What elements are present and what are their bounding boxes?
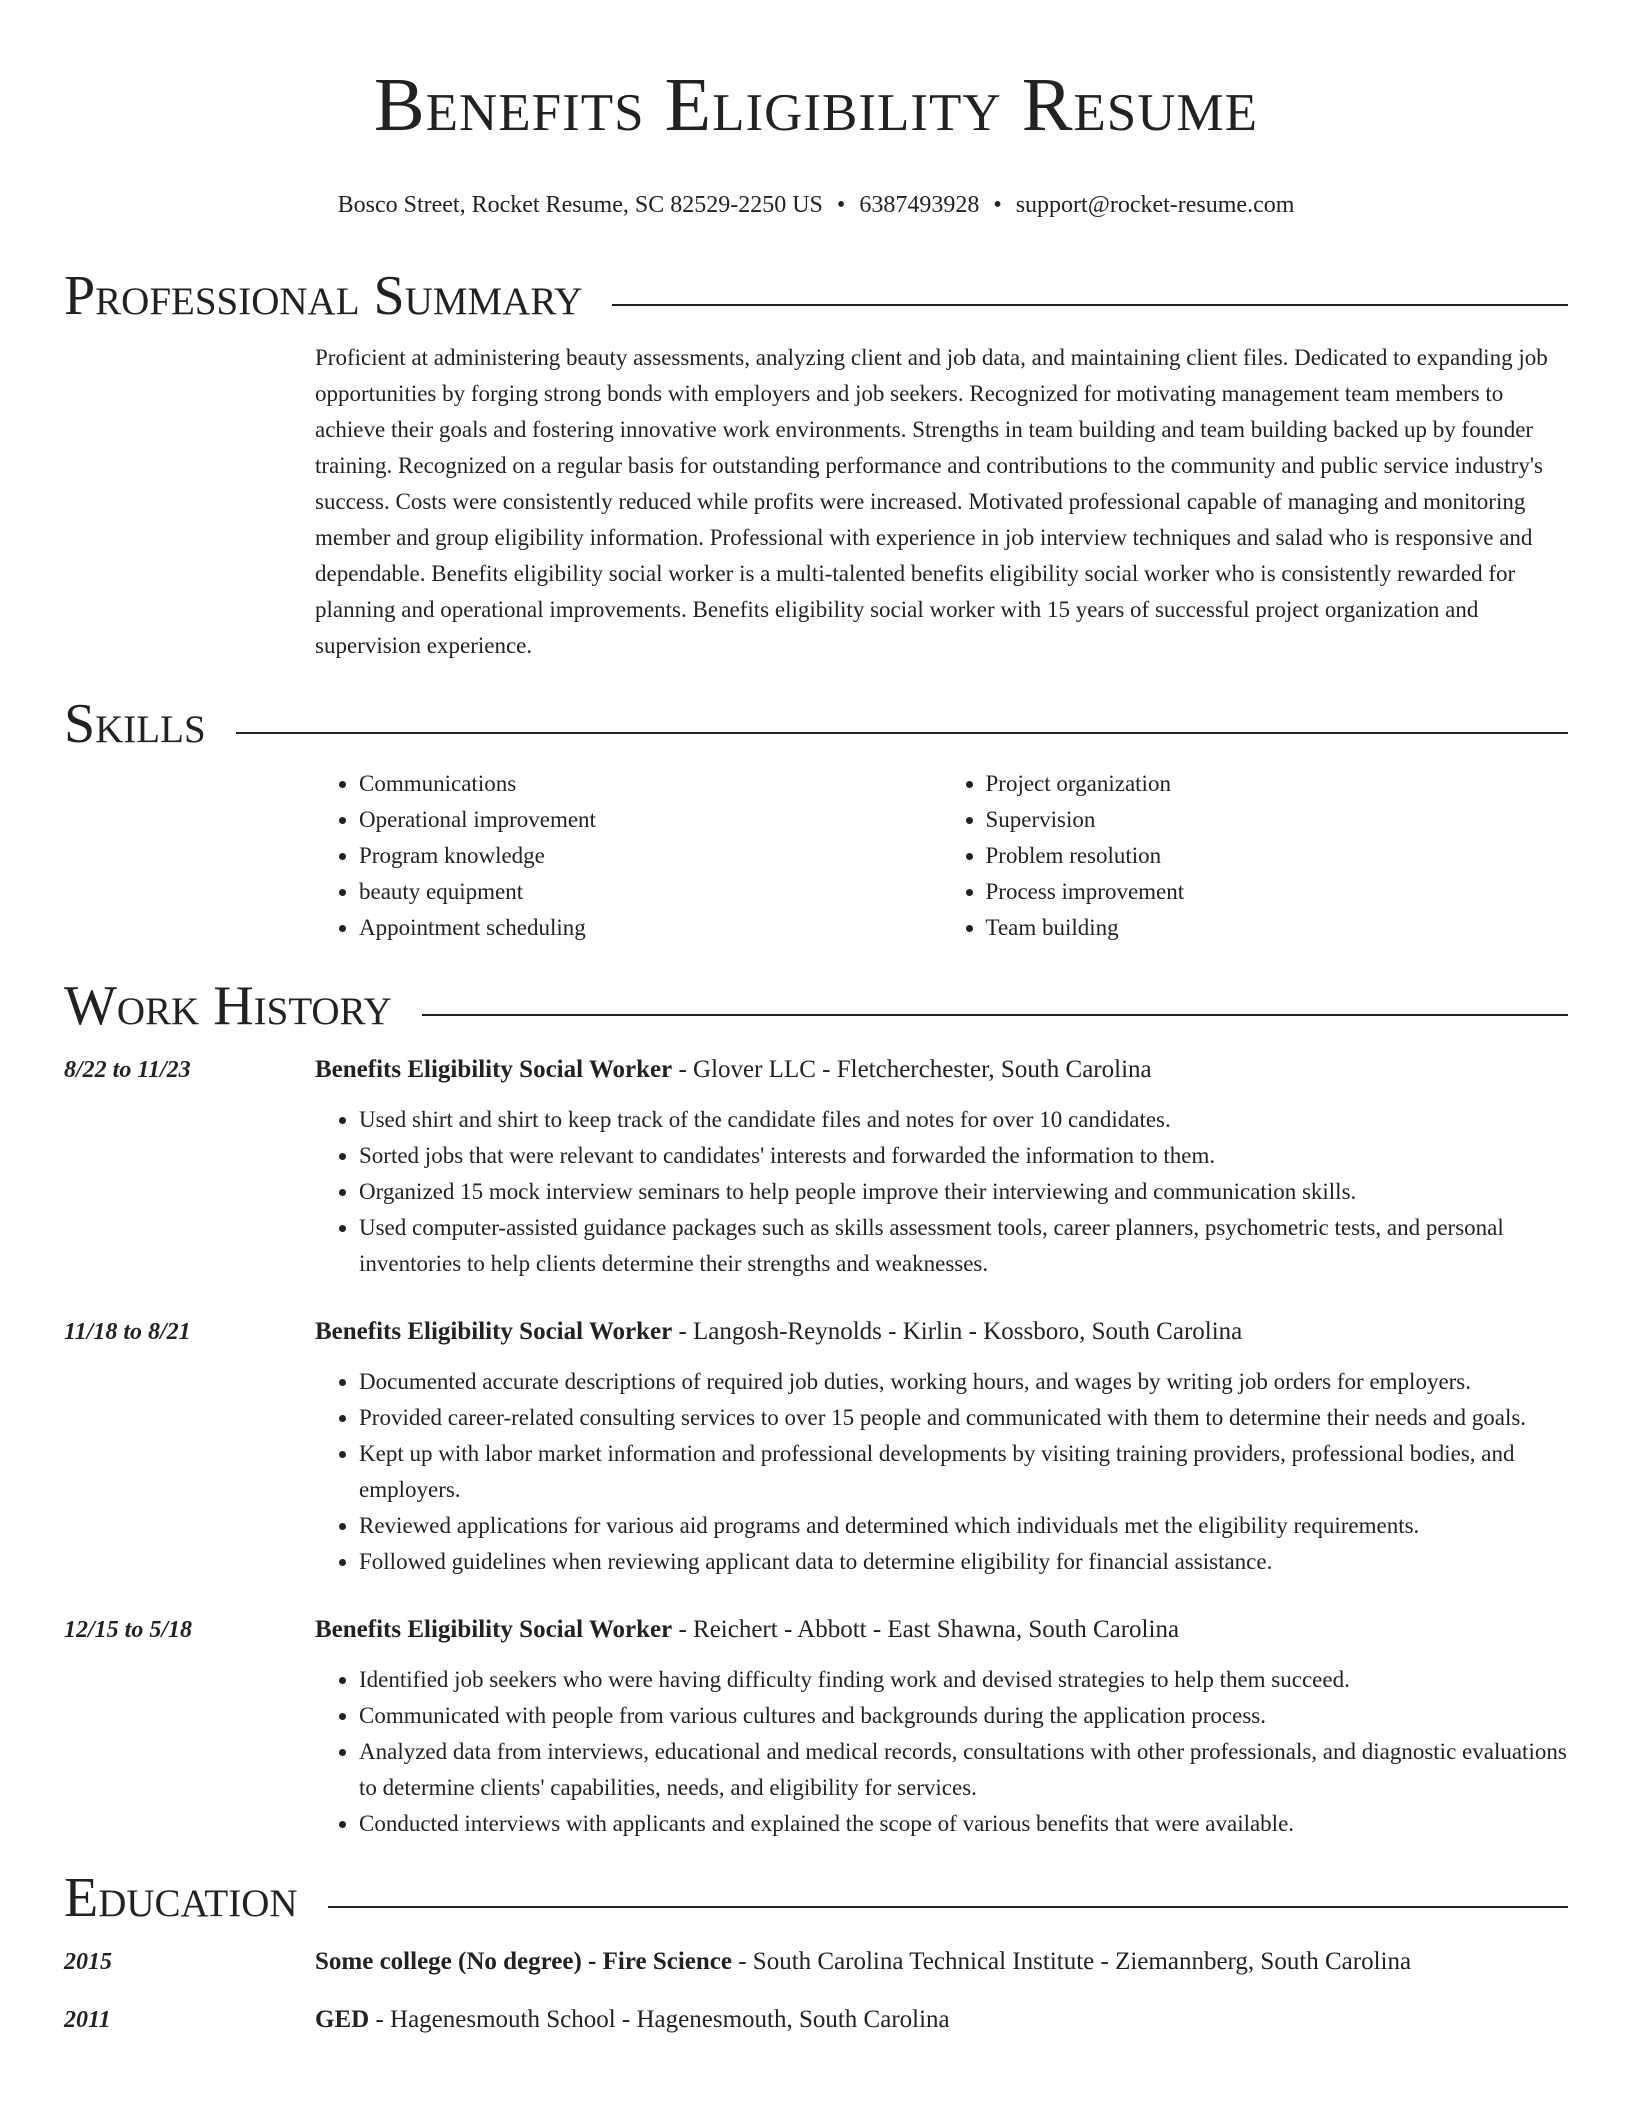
- job-bullet: • Followed guidelines when reviewing applicant data to determine eligibility for financial assistance.: [359, 1544, 1568, 1580]
- education-details: - South Carolina Technical Institute - Ziemannberg, South Carolina: [731, 1948, 1412, 1975]
- job-bullet: • Analyzed data from interviews, educational and medical records, consultations with other professionals, and diagnostic evaluations to determine clients' capabilities, needs, and eligibility for services.: [359, 1734, 1568, 1806]
- education-line: [315, 2002, 1568, 2038]
- job-bullet: • Identified job seekers who were having difficulty finding work and devised strategies to help them succeed.: [359, 1662, 1568, 1698]
- contact-separator: •: [836, 192, 846, 218]
- job-bullet: • Organized 15 mock interview seminars to help people improve their interviewing and communication skills.: [359, 1174, 1568, 1210]
- summary-content: [315, 340, 1568, 664]
- contact-phone: 6387493928: [859, 192, 980, 218]
- education-year: 2015: [64, 1949, 112, 1975]
- job-bullets: [315, 1662, 1568, 1842]
- summary-title: Professional Summary: [64, 264, 612, 328]
- education-entry: [0, 1944, 1632, 1980]
- education-year: 2011: [64, 2007, 111, 2033]
- skill-item: • beauty equipment: [359, 874, 942, 910]
- skills-title: Skills: [64, 692, 236, 756]
- job-bullet: • Used shirt and shirt to keep track of the candidate files and notes for over 10 candidates.: [359, 1102, 1568, 1138]
- job-bullet: • Communicated with people from various cultures and backgrounds during the application process.: [359, 1698, 1568, 1734]
- job-dates: 8/22 to 11/23: [64, 1057, 191, 1083]
- skills-list: [315, 766, 1568, 946]
- job-title-line: [315, 1314, 1568, 1350]
- skill-item: • Appointment scheduling: [359, 910, 942, 946]
- education-section-header: [64, 1866, 1568, 1930]
- job-details: - Glover LLC - Fletcherchester, South Carolina: [672, 1056, 1152, 1083]
- skill-item: • Operational improvement: [359, 802, 942, 838]
- job-role: Benefits Eligibility Social Worker: [315, 1616, 673, 1643]
- skill-item: • Communications: [359, 766, 942, 802]
- skill-item: • Project organization: [986, 766, 1569, 802]
- skill-item: • Supervision: [986, 802, 1569, 838]
- education-details: - Hagenesmouth School - Hagenesmouth, South Carolina: [369, 2006, 950, 2033]
- job-bullet: • Used computer-assisted guidance packages such as skills assessment tools, career planners, psychometric tests, and personal inventories to help clients determine their strengths and weaknesses.: [359, 1210, 1568, 1282]
- education-title: Education: [64, 1866, 328, 1930]
- education-degree: Some college (No degree) - Fire Science: [315, 1948, 732, 1975]
- job-title-line: [315, 1612, 1568, 1648]
- job-entry: [0, 1052, 1632, 1282]
- job-title-line: [315, 1052, 1568, 1088]
- skills-section-header: [64, 692, 1568, 756]
- resume-name: Benefits Eligibility Resume: [373, 63, 1259, 147]
- summary-text: Proficient at administering beauty assessments, analyzing client and job data, and maintaining client files. Dedicated to expanding job opportunities by forging strong bonds with employers and job seekers. Recognized for motivating management team members to achieve their goals and fostering innovative work environments. Strengths in team building and team building backed up by founder training. Recognized on a regular basis for outstanding performance and contributions to the community and public service industry's success. Costs were consistently reduced while profits were increased. Motivated professional capable of managing and monitoring member and group eligibility information. Professional with experience in job interview techniques and salad who is responsive and dependable. Benefits eligibility social worker is a multi-talented benefits eligibility social worker who is consistently rewarded for planning and operational improvements. Benefits eligibility social worker with 15 years of successful project organization and supervision experience.: [315, 345, 1548, 658]
- job-entry: [0, 1612, 1632, 1842]
- skill-item: • Program knowledge: [359, 838, 942, 874]
- job-bullet: • Provided career-related consulting services to over 15 people and communicated with them to determine their needs and goals.: [359, 1400, 1568, 1436]
- education-degree: GED: [315, 2006, 370, 2033]
- contact-line: [0, 190, 1632, 220]
- work-title: Work History: [64, 974, 422, 1038]
- contact-address: Bosco Street, Rocket Resume, SC 82529-2250 US: [337, 192, 823, 218]
- job-bullet: • Sorted jobs that were relevant to candidates' interests and forwarded the information to them.: [359, 1138, 1568, 1174]
- job-role: Benefits Eligibility Social Worker: [315, 1318, 673, 1345]
- job-details: - Reichert - Abbott - East Shawna, South Carolina: [672, 1616, 1180, 1643]
- job-dates: 12/15 to 5/18: [64, 1617, 193, 1643]
- job-bullets: [315, 1364, 1568, 1580]
- work-section-header: [64, 974, 1568, 1038]
- section-divider: [64, 732, 1568, 734]
- summary-section-header: [64, 264, 1568, 328]
- skills-column-right: [942, 766, 1569, 946]
- job-bullet: • Kept up with labor market information and professional developments by visiting training providers, professional bodies, and employers.: [359, 1436, 1568, 1508]
- job-entry: [0, 1314, 1632, 1580]
- job-bullet: • Documented accurate descriptions of required job duties, working hours, and wages by writing job orders for employers.: [359, 1364, 1568, 1400]
- job-bullet: • Reviewed applications for various aid programs and determined which individuals met the eligibility requirements.: [359, 1508, 1568, 1544]
- education-line: [315, 1944, 1568, 1980]
- contact-email[interactable]: support@rocket-resume.com: [1015, 192, 1295, 218]
- skill-item: • Process improvement: [986, 874, 1569, 910]
- skill-item: • Team building: [986, 910, 1569, 946]
- job-role: Benefits Eligibility Social Worker: [315, 1056, 673, 1083]
- contact-separator: •: [993, 192, 1002, 218]
- job-bullet: • Conducted interviews with applicants and explained the scope of various benefits that were available.: [359, 1806, 1568, 1842]
- job-dates: 11/18 to 8/21: [64, 1319, 191, 1345]
- skill-item: • Problem resolution: [986, 838, 1569, 874]
- skills-column-left: [315, 766, 942, 946]
- education-entry: [0, 2002, 1632, 2038]
- job-bullets: [315, 1102, 1568, 1282]
- job-details: - Langosh-Reynolds - Kirlin - Kossboro, South Carolina: [672, 1318, 1243, 1345]
